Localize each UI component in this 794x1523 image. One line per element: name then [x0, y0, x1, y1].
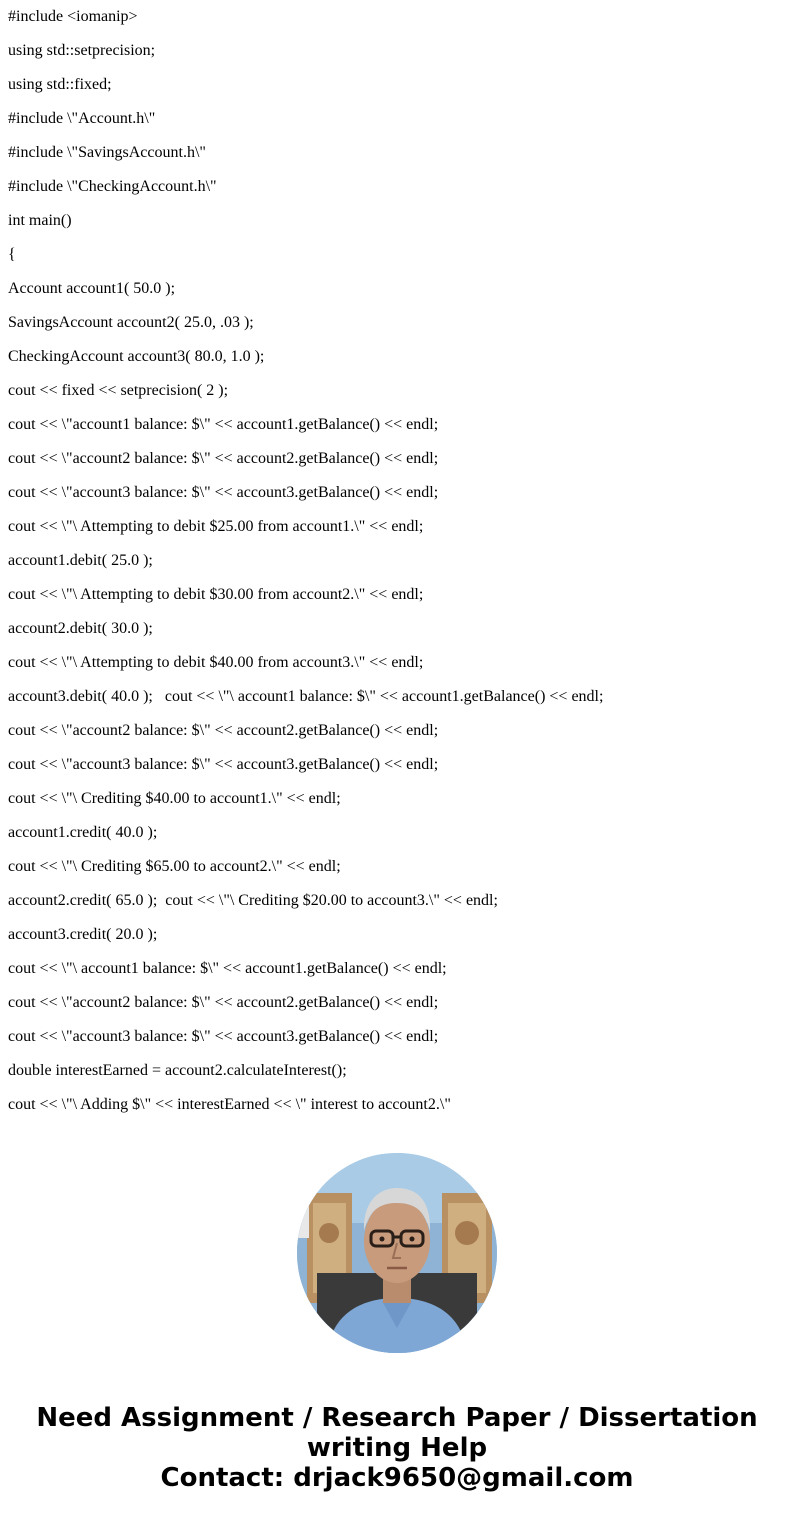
code-line: Account account1( 50.0 );	[8, 280, 176, 297]
code-line: account1.credit( 40.0 );	[8, 824, 158, 841]
code-line: cout << \"account2 balance: $\" << account2.getBalance() << endl;	[8, 450, 439, 467]
code-line: account2.credit( 65.0 ); cout << \"\ Crediting $20.00 to account3.\" << endl;	[8, 892, 498, 909]
code-line: cout << \"account2 balance: $\" << account2.getBalance() << endl;	[8, 722, 439, 739]
code-listing	[8, 0, 603, 1122]
code-line: cout << \"account3 balance: $\" << account3.getBalance() << endl;	[8, 1028, 439, 1045]
code-line: double interestEarned = account2.calculateInterest();	[8, 1062, 347, 1079]
code-line: cout << \"\ account1 balance: $\" << account1.getBalance() << endl;	[8, 960, 447, 977]
code-line: using std::fixed;	[8, 76, 112, 93]
code-line: cout << \"account2 balance: $\" << account2.getBalance() << endl;	[8, 994, 439, 1011]
code-line: CheckingAccount account3( 80.0, 1.0 );	[8, 348, 265, 365]
code-line: #include \"SavingsAccount.h\"	[8, 144, 206, 161]
code-line: #include <iomanip>	[8, 8, 138, 25]
code-line: account2.debit( 30.0 );	[8, 620, 153, 637]
promo-banner	[0, 1403, 794, 1493]
code-line: cout << \"\ Crediting $65.00 to account2.\" << endl;	[8, 858, 341, 875]
promo-line-2: writing Help	[306, 1433, 488, 1463]
code-line: cout << \"\ Crediting $40.00 to account1.\" << endl;	[8, 790, 341, 807]
code-line: {	[8, 246, 16, 263]
promo-line-1: Need Assignment / Research Paper / Dissertation	[36, 1403, 758, 1433]
code-line: cout << \"account1 balance: $\" << account1.getBalance() << endl;	[8, 416, 439, 433]
code-line: cout << fixed << setprecision( 2 );	[8, 382, 229, 399]
code-line: account1.debit( 25.0 );	[8, 552, 153, 569]
code-line: #include \"CheckingAccount.h\"	[8, 178, 217, 195]
author-avatar	[297, 1153, 497, 1353]
promo-contact: Contact: drjack9650@gmail.com	[160, 1463, 634, 1493]
code-line: cout << \"\ Attempting to debit $25.00 from account1.\" << endl;	[8, 518, 424, 535]
code-line: cout << \"account3 balance: $\" << account3.getBalance() << endl;	[8, 756, 439, 773]
code-line: int main()	[8, 212, 72, 229]
code-line: cout << \"\ Adding $\" << interestEarned << \" interest to account2.\"	[8, 1096, 451, 1113]
code-line: #include \"Account.h\"	[8, 110, 156, 127]
code-line: cout << \"account3 balance: $\" << account3.getBalance() << endl;	[8, 484, 439, 501]
code-line: SavingsAccount account2( 25.0, .03 );	[8, 314, 254, 331]
code-line: account3.debit( 40.0 ); cout << \"\ account1 balance: $\" << account1.getBalance() << endl;	[8, 688, 604, 705]
code-line: using std::setprecision;	[8, 42, 156, 59]
code-line: cout << \"\ Attempting to debit $40.00 from account3.\" << endl;	[8, 654, 424, 671]
code-line: cout << \"\ Attempting to debit $30.00 from account2.\" << endl;	[8, 586, 424, 603]
author-portrait-image	[297, 1153, 497, 1353]
code-line: account3.credit( 20.0 );	[8, 926, 158, 943]
